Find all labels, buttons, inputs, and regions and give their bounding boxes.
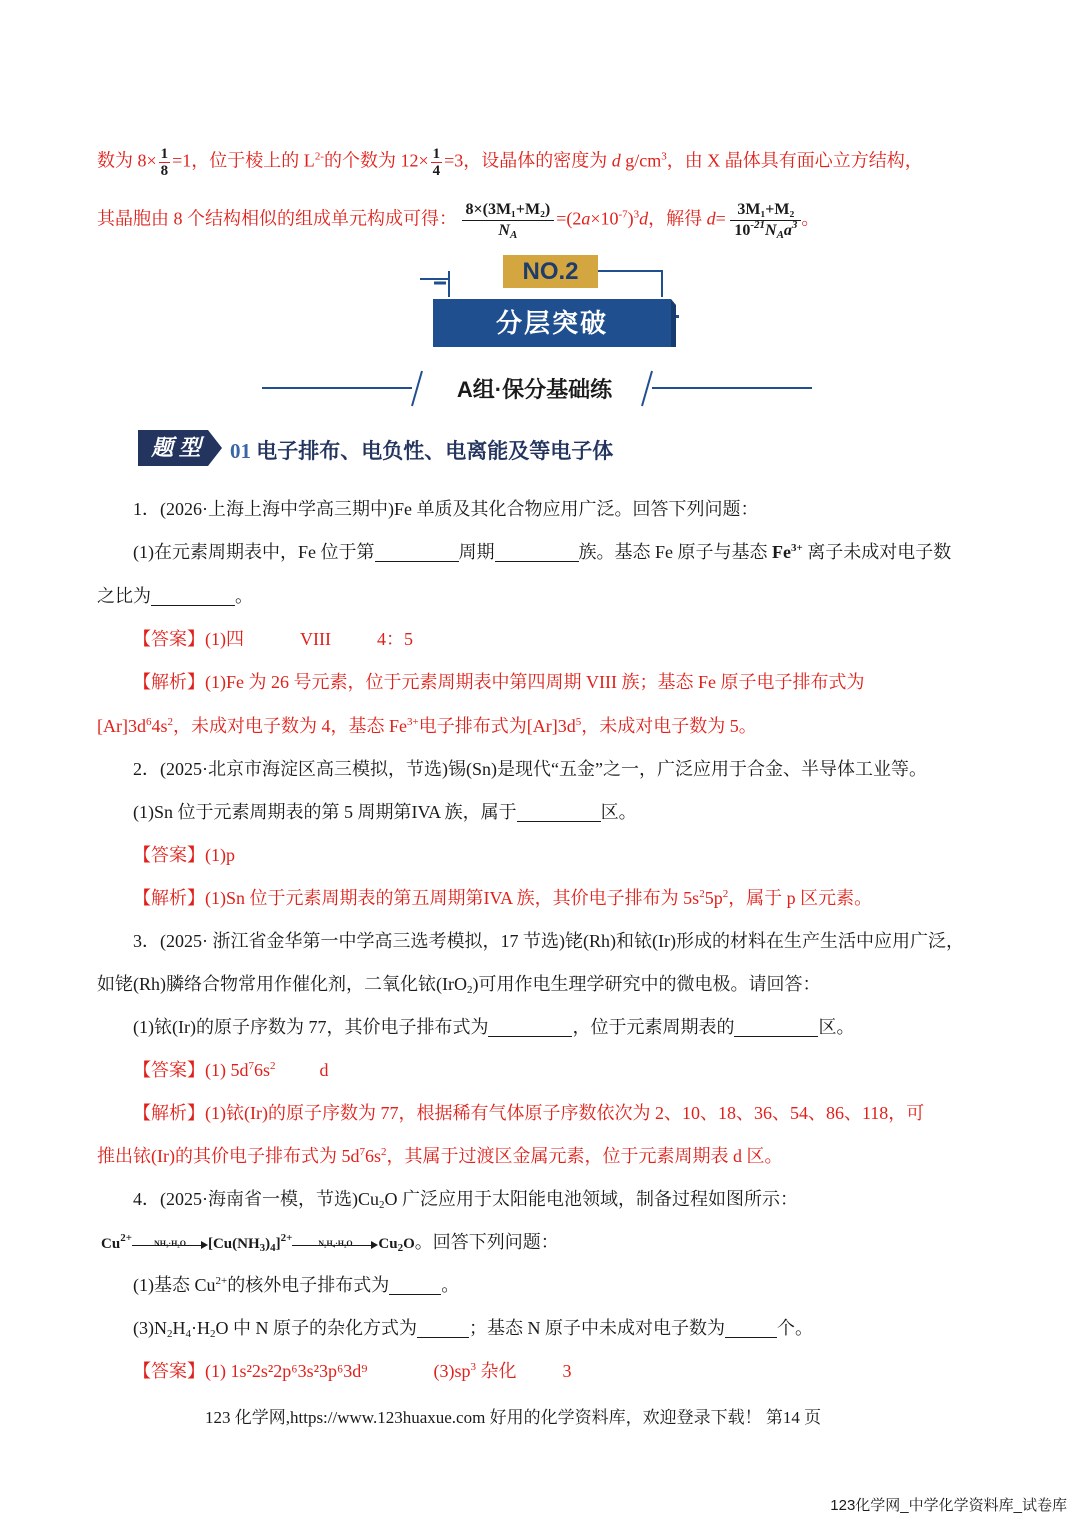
explanation-text: ，未成对电子数为 4，基态 Fe [173, 716, 407, 736]
question-text: ·H [191, 1318, 210, 1338]
arrow-head [201, 1241, 208, 1249]
formula-fraction-1 [462, 200, 555, 241]
answer-tag: 【答案】 [133, 1060, 205, 1080]
symbol: ) [265, 1236, 271, 1252]
answer-text: (3)sp [433, 1361, 471, 1381]
intro-text: ×10 [590, 208, 619, 229]
symbol: ] [275, 1236, 281, 1252]
intro-line-1 [97, 146, 923, 179]
answer-blank[interactable] [725, 1319, 777, 1338]
answer-text: d [319, 1060, 329, 1080]
q1-explanation-1 [133, 670, 864, 694]
intro-line-2 [97, 200, 819, 241]
superscript: 6 [145, 716, 152, 728]
answer-blank[interactable] [495, 543, 579, 562]
fraction-one-eighth [159, 146, 171, 179]
answer-text: 6s [254, 1060, 271, 1080]
superscript: 2+ [280, 1232, 293, 1244]
superscript: 5 [575, 716, 582, 728]
symbol: N [498, 222, 510, 239]
superscript: 2 [722, 888, 729, 900]
question-text: 离子未成对电子数 [802, 542, 952, 562]
fraction-numerator: 3M₁+M₂ [730, 200, 801, 221]
question-text: O 广泛应用于太阳能电池领域，制备过程如图所示： [384, 1189, 798, 1209]
fraction-one-quarter [431, 146, 443, 179]
explanation-text: 4s [151, 716, 168, 736]
explanation-text: 6s [364, 1146, 381, 1166]
q2-stem: 2．(2025·北京市海淀区高三模拟，节选)锡(Sn)是现代“五金”之一，广泛应用于合金、半导体工业等。 [133, 759, 927, 779]
question-text: 如铑(Rh)膦络合物常用作催化剂，二氧化铱(IrO [97, 974, 467, 994]
symbol: [Cu(NH [207, 1236, 260, 1252]
intro-text: 数为 8× [97, 150, 157, 171]
answer-text: (1) 1s²2s²2p⁶3s²3p⁶3d⁹ [205, 1361, 368, 1381]
question-text: 的核外电子排布式为 [227, 1275, 390, 1295]
page-footer: 123 化学网,https://www.123huaxue.com 好用的化学资料库，欢迎登录下载！ 第14 页 [205, 1408, 822, 1427]
variable: d [706, 208, 716, 229]
subscript: 4 [185, 1328, 191, 1340]
fraction-denominator [462, 221, 555, 241]
q4-part3 [133, 1316, 813, 1340]
answer-blank[interactable] [417, 1319, 469, 1338]
question-text: )可用作电生理学研究中的微电极。请回答： [472, 974, 821, 994]
question-text: 之比为 [97, 586, 151, 606]
q2-explanation [133, 886, 872, 910]
variable: a [581, 208, 591, 229]
fraction-numerator: 1 [432, 146, 441, 162]
explanation-text: 5p [704, 888, 723, 908]
subscript: 2 [397, 1242, 404, 1254]
question-text: (3)N [133, 1318, 167, 1338]
explanation-text: ，其属于过渡区金属元素，位于元素周期表 d 区。 [386, 1146, 783, 1166]
reactant [101, 1232, 132, 1252]
explanation-text: (1)Sn 位于元素周期表的第五周期第IVA 族，其价电子排布为 5s [205, 888, 700, 908]
question-text: ；基态 N 原子中未成对电子数为 [469, 1318, 725, 1338]
superscript: 3+ [407, 716, 419, 728]
explanation-text: (1)Fe 为 26 号元素，位于元素周期表中第四周期 VIII 族；基态 Fe 原子电子排布式为 [205, 672, 865, 692]
answer-text: 杂化 [476, 1361, 517, 1381]
fraction-denominator: 8 [160, 163, 169, 179]
arrow-label: N₂H₄·H₂O [318, 1238, 353, 1248]
banner-title: 分层突破 [495, 308, 608, 338]
banner-number: NO.2 [503, 255, 598, 288]
answer-blank[interactable] [389, 1276, 441, 1295]
topic-heading [230, 435, 613, 465]
watermark: 123化学网_中学化学资料库_试卷库 [830, 1497, 1067, 1514]
superscript: -21 [750, 219, 765, 231]
answer-tag: 【答案】 [133, 1361, 205, 1381]
symbol: 10 [734, 222, 751, 239]
question-text: (1)基态 Cu [133, 1275, 216, 1295]
topic-title: 电子排布、电负性、电离能及等电子体 [256, 440, 614, 463]
question-text: O 中 N 原子的杂化方式为 [215, 1318, 417, 1338]
answer-blank[interactable] [488, 1018, 572, 1037]
q2-answer [133, 843, 235, 867]
ion-symbol: Fe [772, 542, 791, 562]
question-text: (1)Sn 位于元素周期表的第 5 周期第IVA 族，属于 [133, 802, 517, 822]
question-text: 区。 [600, 802, 637, 822]
question-text: 区。 [818, 1017, 855, 1037]
section-banner [416, 255, 681, 350]
subscript: 2 [210, 1328, 216, 1340]
intro-text: 。 [801, 208, 820, 229]
explanation-text: 推出铱(Ir)的其价电子排布式为 5d [97, 1146, 360, 1166]
explanation-tag: 【解析】 [133, 672, 205, 692]
explanation-text: ，属于 p 区元素。 [728, 888, 873, 908]
symbol: Cu [378, 1236, 398, 1252]
formula-fraction-2 [730, 200, 801, 241]
superscript: 2 [699, 888, 705, 900]
superscript: 2 [381, 1146, 387, 1158]
subscript: 3 [259, 1242, 266, 1254]
intro-text: ) [627, 208, 634, 229]
question-text: 。 [441, 1275, 460, 1295]
intro-text: 的个数为 12× [323, 150, 429, 171]
superscript: 3 [791, 219, 798, 231]
question-text: 族。基态 Fe 原子与基态 [578, 542, 772, 562]
superscript: 7 [248, 1060, 254, 1072]
q2-part1 [133, 800, 637, 824]
superscript: 2+ [120, 1232, 132, 1244]
explanation-text: ，未成对电子数为 5。 [581, 716, 757, 736]
subscript: A [776, 229, 784, 241]
q4-stem [133, 1187, 798, 1211]
intro-text: =1，位于棱上的 L [172, 150, 315, 171]
q3-part1 [133, 1015, 854, 1039]
answer-blank[interactable] [375, 543, 459, 562]
intro-text: =(2 [556, 208, 582, 229]
answer-blank[interactable] [151, 587, 235, 606]
question-text: ，位于元素周期表的 [572, 1017, 735, 1037]
q3-explanation-2 [97, 1144, 783, 1168]
explanation-text: 电子排布式为[Ar]3d [418, 716, 576, 736]
subscript: 2 [466, 984, 473, 996]
q4-part1 [133, 1273, 459, 1297]
question-text: H [172, 1318, 186, 1338]
superscript: 7 [359, 1146, 365, 1158]
answer-tag: 【答案】 [133, 629, 205, 649]
product [378, 1236, 414, 1252]
question-text: 周期 [458, 542, 495, 562]
reaction-arrow [132, 1234, 208, 1254]
answer-tag: 【答案】 [133, 845, 205, 865]
subscript: 4 [270, 1242, 276, 1254]
intermediate [207, 1232, 293, 1254]
q3-explanation-1 [133, 1101, 924, 1125]
superscript: 3 [661, 150, 667, 163]
q4-answer [133, 1359, 572, 1383]
intro-text: =3，设晶体的密度为 [444, 150, 612, 171]
intro-text: ，由 X 晶体具有面心立方结构， [666, 150, 923, 171]
question-text: 。回答下列问题： [414, 1232, 559, 1252]
symbol: O [403, 1236, 415, 1252]
superscript: 2 [270, 1060, 276, 1072]
q1-explanation-2 [97, 714, 757, 738]
superscript: 2- [314, 150, 324, 163]
q1-stem: 1．(2026·上海上海中学高三期中)Fe 单质及其化合物应用广泛。回答下列问题： [133, 499, 759, 519]
q3-answer [133, 1058, 329, 1082]
arrow-label: NH₃·H₂O [154, 1238, 186, 1248]
explanation-tag: 【解析】 [133, 1103, 205, 1123]
q3-stem: 3．(2025· 浙江省金华第一中学高三选考模拟，17 节选)铑(Rh)和铱(Ir)形成的材料在生产生活中应用广泛， [133, 931, 964, 951]
question-text: 个。 [777, 1318, 813, 1338]
subscript: 2 [167, 1328, 173, 1340]
question-text: 4．(2025·海南省一模，节选)Cu [133, 1189, 379, 1209]
answer-text: 4：5 [376, 629, 413, 649]
intro-text: 其晶胞由 8 个结构相似的组成单元构成可得： [97, 208, 457, 229]
q1-part1-cont [97, 584, 253, 608]
subscript: A [509, 229, 518, 241]
intro-text: g/cm [620, 150, 662, 171]
symbol: N [765, 222, 777, 239]
subscript: 2 [379, 1199, 385, 1211]
q1-answer [133, 627, 413, 651]
reaction-arrow [292, 1234, 378, 1254]
symbol: Cu [101, 1236, 121, 1252]
fraction-numerator: 8×(3M₁+M₂) [462, 200, 555, 221]
topic-number: 01 [230, 439, 251, 463]
fraction-denominator: 4 [432, 163, 441, 179]
symbol: a [783, 222, 792, 239]
explanation-tag: 【解析】 [133, 888, 205, 908]
topic-tag: 题 型 [151, 435, 201, 460]
answer-text: (1) 5d [205, 1060, 249, 1080]
arrow-shaft [292, 1245, 372, 1246]
arrow-head [371, 1241, 378, 1249]
superscript: 3 [470, 1361, 477, 1373]
superscript: 2 [167, 716, 173, 728]
group-title: A组·保分基础练 [456, 377, 613, 402]
answer-text: (1)p [205, 845, 235, 865]
answer-text: (1)四 [205, 629, 244, 649]
answer-blank[interactable] [734, 1018, 818, 1037]
superscript: 3+ [790, 542, 803, 554]
variable: d [611, 150, 621, 171]
superscript: -7 [618, 208, 628, 221]
intro-text: = [715, 208, 726, 229]
fraction-numerator: 1 [160, 146, 169, 162]
superscript: 3 [633, 208, 640, 221]
superscript: 2+ [215, 1275, 228, 1287]
explanation-text: (1)铱(Ir)的原子序数为 77，根据稀有气体原子序数依次为 2、10、18、36、54、86、118，可 [205, 1103, 925, 1123]
q4-reaction-scheme [101, 1230, 559, 1256]
question-text: (1)在元素周期表中，Fe 位于第 [133, 542, 375, 562]
explanation-text: [Ar]3d [97, 716, 146, 736]
arrow-shaft [132, 1245, 202, 1246]
q1-part1 [133, 540, 951, 564]
q3-stem-cont [97, 972, 820, 996]
question-text: (1)铱(Ir)的原子序数为 77，其价电子排布式为 [133, 1017, 489, 1037]
intro-text: ，解得 [648, 208, 707, 229]
answer-blank[interactable] [517, 803, 601, 822]
fraction-denominator [730, 221, 801, 241]
answer-text: 3 [562, 1361, 572, 1381]
group-heading [262, 369, 812, 409]
question-text: 。 [235, 586, 253, 606]
variable: d [639, 208, 649, 229]
answer-text: VIII [300, 629, 331, 649]
